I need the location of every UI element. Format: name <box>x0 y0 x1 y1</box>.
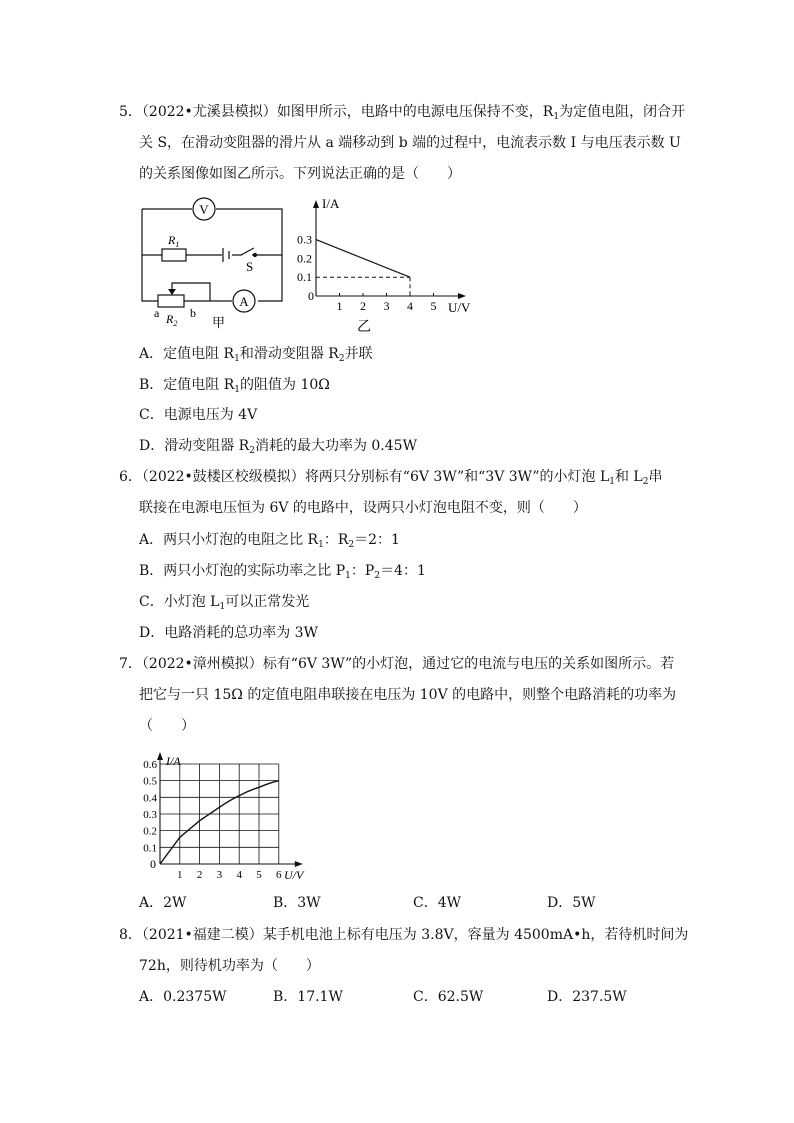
q5-graph-caption: 乙 <box>357 320 371 334</box>
q6-sub: 1 <box>609 477 615 487</box>
x-tick-label: 1 <box>177 869 183 881</box>
y-tick-label: 0.4 <box>143 792 157 805</box>
q5-iu-graph <box>296 196 480 334</box>
q7-graph-ylabel: I/A <box>166 754 181 768</box>
q6-line-1 <box>119 468 662 486</box>
q5-source: （2022•尤溪县模拟） <box>141 104 277 120</box>
option-text: B．定值电阻 R <box>139 377 235 393</box>
option-text: 的阻值为 10Ω <box>240 377 330 393</box>
q6-text: 和 L <box>614 469 643 485</box>
option-text: C．小灯泡 L <box>139 594 220 610</box>
q6-source: （2022•鼓楼区校级模拟） <box>141 469 305 485</box>
q5-option-d[interactable] <box>139 437 417 455</box>
q7-graph-xlabel: U/V <box>284 868 304 882</box>
q7-source: （2022•漳州模拟） <box>141 656 263 672</box>
q8-option-d[interactable]: D．237.5W <box>547 989 627 1005</box>
rheostat-end-b: b <box>190 306 196 320</box>
q5-text: 为定值电阻，闭合开 <box>559 104 686 120</box>
option-sub: 1 <box>345 571 351 581</box>
option-sub: 1 <box>318 540 324 550</box>
q5-sub: 1 <box>553 112 560 122</box>
q7-line-3: （ ） <box>139 718 195 734</box>
x-tick-label: 3 <box>383 299 390 313</box>
q6-option-b[interactable] <box>139 562 426 580</box>
x-tick-label: 1 <box>336 299 343 313</box>
ammeter-label: A <box>239 294 249 309</box>
q5-line-1 <box>119 103 685 121</box>
q7-line-1 <box>119 655 674 673</box>
q5-graph-ylabel: I/A <box>322 196 340 211</box>
voltmeter-label: V <box>199 202 209 217</box>
option-text: 和滑动变阻器 R <box>239 346 339 362</box>
q8-option-b[interactable]: B．17.1W <box>273 989 343 1005</box>
option-sub: 1 <box>234 354 240 364</box>
y-tick-label: 0.5 <box>143 775 157 788</box>
q6-option-d[interactable]: D．电路消耗的总功率为 3W <box>139 625 318 641</box>
x-tick-label: 4 <box>236 869 242 881</box>
q5-option-c[interactable]: C．电源电压为 4V <box>139 407 258 423</box>
q7-option-a[interactable]: A．2W <box>139 895 187 911</box>
q5-line-2: 关 S，在滑动变阻器的滑片从 a 端移动到 b 端的过程中，电流表示数 I 与电压表示数 U <box>139 135 681 151</box>
q8-option-c[interactable]: C．62.5W <box>413 989 484 1005</box>
iu-series-line <box>316 240 410 278</box>
option-text: ：R <box>323 532 349 548</box>
q6-text: 将两只分别标有“6V 3W”和“3V 3W”的小灯泡 L <box>304 469 610 485</box>
q5-text: 如图甲所示，电路中的电源电压保持不变，R <box>276 104 554 120</box>
x-axis-arrow <box>295 861 303 867</box>
x-tick-label: 3 <box>216 869 223 881</box>
option-sub: 1 <box>219 602 226 612</box>
q5-graph-origin: 0 <box>308 289 314 303</box>
q7-option-d[interactable]: D．5W <box>547 895 596 911</box>
q6-option-a[interactable] <box>139 531 400 549</box>
option-text: A．定值电阻 R <box>139 346 235 362</box>
x-tick-label: 2 <box>196 869 203 881</box>
q8-line-2: 72h，则待机功率为（ ） <box>139 958 320 974</box>
option-text: B．两只小灯泡的实际功率之比 P <box>139 563 346 579</box>
option-sub: 2 <box>374 571 381 581</box>
option-sub: 2 <box>348 540 355 550</box>
q6-text: 串 <box>648 469 663 485</box>
q5-option-b[interactable] <box>139 376 330 394</box>
rheostat-end-a: a <box>154 306 160 320</box>
option-sub: 1 <box>234 385 241 395</box>
x-tick-label: 2 <box>360 299 366 313</box>
q8-number: 8． <box>119 927 142 943</box>
q7-text: 标有“6V 3W”的小灯泡，通过它的电流与电压的关系如图所示。若 <box>262 656 675 672</box>
q5-line-3: 的关系图像如图乙所示。下列说法正确的是（ ） <box>139 166 461 182</box>
option-sub: 2 <box>338 354 345 364</box>
option-text: ＝4：1 <box>380 563 426 579</box>
y-axis-arrow <box>157 752 163 760</box>
q7-iu-graph <box>138 748 310 883</box>
option-text: ：P <box>350 563 375 579</box>
q6-number: 6． <box>119 469 142 485</box>
q7-graph-origin: 0 <box>150 857 156 871</box>
option-text: ＝2：1 <box>354 532 400 548</box>
y-tick-label: 0.2 <box>143 825 157 838</box>
q5-circuit-diagram <box>132 195 292 335</box>
q7-number: 7． <box>119 656 142 672</box>
q8-line-1 <box>119 926 688 944</box>
q5-number: 5． <box>119 104 142 120</box>
option-text: D．滑动变阻器 R <box>139 438 250 454</box>
option-text: 并联 <box>344 346 373 362</box>
option-text: A．两只小灯泡的电阻之比 R <box>139 532 319 548</box>
q6-option-c[interactable] <box>139 593 309 611</box>
y-tick-label: 0.3 <box>297 232 312 247</box>
y-tick-label: 0.1 <box>143 842 157 855</box>
y-tick-label: 0.6 <box>143 758 157 771</box>
q7-option-c[interactable]: C．4W <box>413 895 462 911</box>
q8-source: （2021•福建二模） <box>141 927 263 943</box>
y-tick-label: 0.1 <box>297 270 312 285</box>
q6-sub: 2 <box>642 477 649 487</box>
option-text: 可以正常发光 <box>225 594 310 610</box>
q7-option-b[interactable]: B．3W <box>273 895 321 911</box>
switch-label: S <box>246 259 254 274</box>
x-tick-label: 4 <box>407 299 413 313</box>
q6-line-2: 联接在电源电压恒为 6V 的电路中，设两只小灯泡电阻不变，则（ ） <box>139 500 587 516</box>
x-tick-label: 6 <box>276 869 282 881</box>
q7-line-2: 把它与一只 15Ω 的定值电阻串联接在电压为 10V 的电路中，则整个电路消耗的功率为 <box>139 687 677 703</box>
option-text: 消耗的最大功率为 0.45W <box>254 438 417 454</box>
q5-graph-xlabel: U/V <box>448 300 471 315</box>
r2-label: $R_2$ <box>166 312 178 328</box>
q8-option-a[interactable]: A．0.2375W <box>139 989 227 1005</box>
x-tick-label: 5 <box>430 299 437 313</box>
x-tick-label: 5 <box>256 869 262 881</box>
y-tick-label: 0.2 <box>297 251 312 266</box>
q5-option-a[interactable] <box>139 345 373 363</box>
r1-label: $R_1$ <box>168 233 180 249</box>
y-tick-label: 0.3 <box>143 808 157 821</box>
circuit-caption: 甲 <box>212 315 226 330</box>
q8-text: 某手机电池上标有电压为 3.8V，容量为 4500mA•h，若待机时间为 <box>262 927 689 943</box>
option-sub: 2 <box>249 446 255 456</box>
